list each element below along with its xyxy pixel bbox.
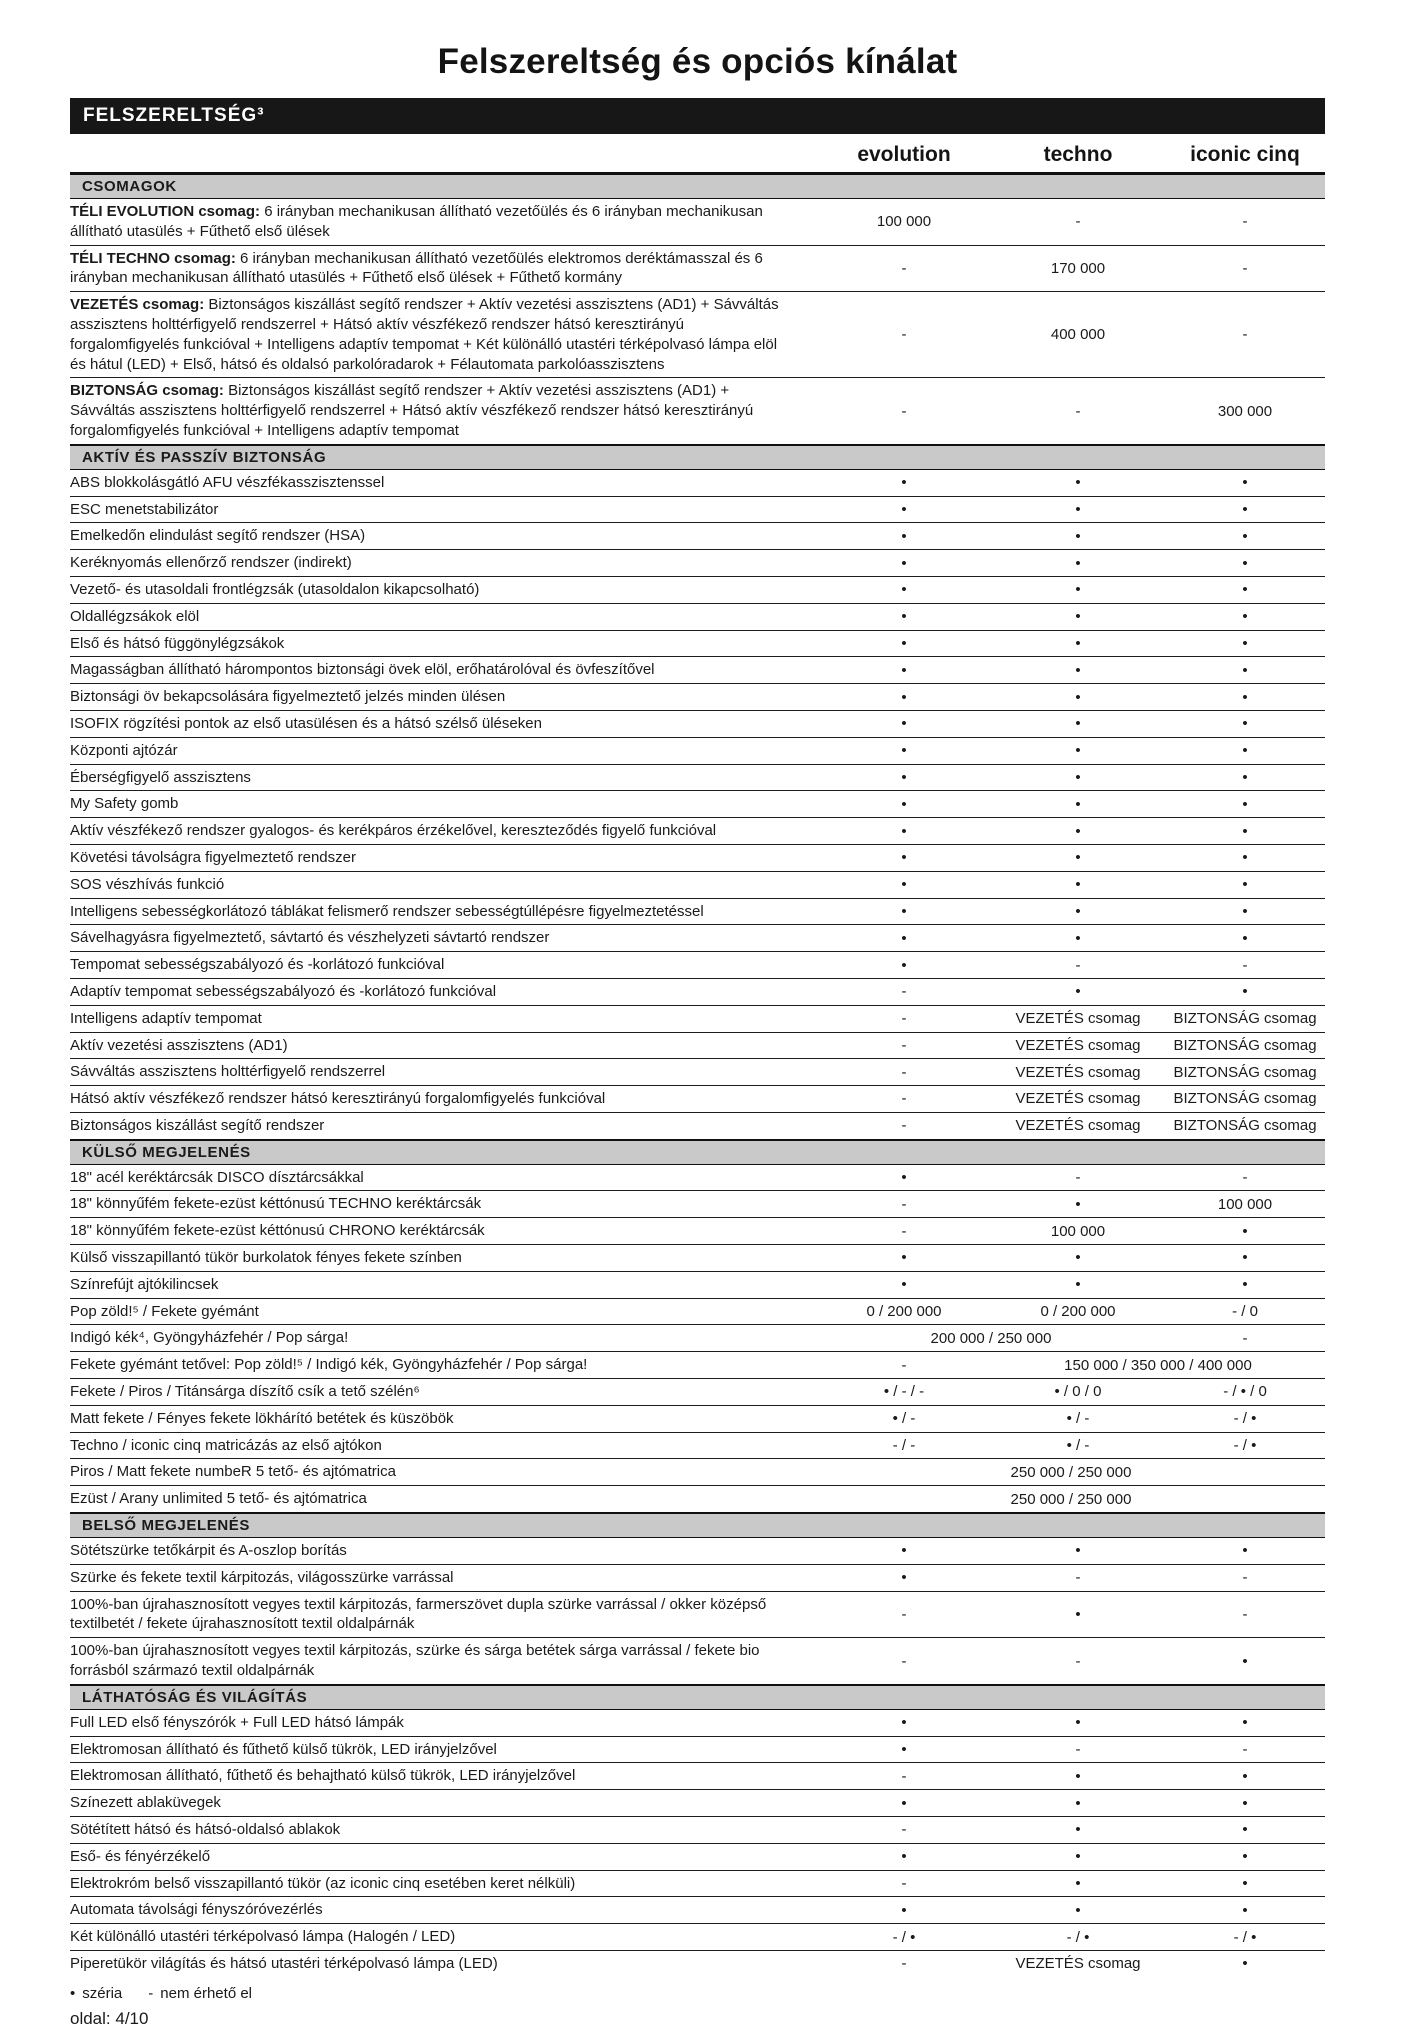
table-row: [70, 1032, 1325, 1059]
row-label: SOS vészhívás funkció: [70, 875, 225, 893]
row-label: Éberségfigyelő asszisztens: [70, 768, 251, 786]
cell-techno: •: [1075, 1794, 1081, 1812]
page-number: oldal: 4/10: [70, 2008, 149, 2028]
cell-iconic-cinq: •: [1242, 1222, 1248, 1240]
cell-evolution: -: [901, 1821, 907, 1839]
row-label: Fekete / Piros / Titánsárga díszítő csík a tető szélén⁶: [70, 1383, 420, 1401]
cell-evolution: -: [901, 1767, 907, 1785]
cell-techno: •: [1075, 768, 1081, 786]
table-row: [70, 1271, 1325, 1298]
row-label: Magasságban állítható hárompontos biztonsági övek elöl, erőhatárolóval és övfeszítővel: [70, 661, 655, 679]
cell-iconic-cinq: - / • / 0: [1223, 1383, 1267, 1401]
table-row: [70, 522, 1325, 549]
cell-techno: •: [1075, 876, 1081, 894]
row-label: BIZTONSÁG csomag: Biztonságos kiszállást segítő rendszer + Aktív vezetési asszisztens (AD1) + Sávváltás asszisztens holttérfigyelő rendszerrel + Hátsó aktív vészfékező rendszer hátsó keresztirányú forgalomfigyelés funkcióval + Intelligens adaptív tempomat: [70, 382, 754, 439]
row-label: Intelligens sebességkorlátozó táblákat felismerő rendszer sebességtúllépésre figyelmeztetéssel: [70, 902, 704, 920]
column-header-evolution: evolution: [857, 143, 951, 166]
table-row: [70, 817, 1325, 844]
cell-iconic-cinq: - / •: [1233, 1437, 1257, 1455]
row-label: Keréknyomás ellenőrző rendszer (indirekt): [70, 554, 352, 572]
cell-techno: -: [1075, 1569, 1081, 1587]
table-row: [70, 871, 1325, 898]
cell-techno: •: [1075, 715, 1081, 733]
table-row: [70, 1058, 1325, 1085]
row-label: Intelligens adaptív tempomat: [70, 1009, 262, 1027]
table-row: [70, 549, 1325, 576]
cell-iconic-cinq: -: [1242, 956, 1248, 974]
cell-iconic-cinq: •: [1242, 1955, 1248, 1973]
row-label: ISOFIX rögzítési pontok az első utasülésen és a hátsó szélső üléseken: [70, 714, 542, 732]
cell-iconic-cinq: •: [1242, 1821, 1248, 1839]
table-row: [70, 1950, 1325, 1977]
cell-evolution: -: [901, 1036, 907, 1054]
cell-evolution: -: [901, 1195, 907, 1213]
section-header-0: CSOMAGOK: [70, 175, 1325, 199]
cell-iconic-cinq: •: [1242, 795, 1248, 813]
table-row: [70, 1896, 1325, 1923]
cell-evolution: -: [901, 1356, 907, 1374]
cell-techno: •: [1075, 1249, 1081, 1267]
row-label: Indigó kék⁴, Gyöngyházfehér / Pop sárga!: [70, 1329, 349, 1347]
column-header-row: [70, 134, 1325, 175]
cell-iconic-cinq: •: [1242, 1794, 1248, 1812]
legend: [70, 1985, 1325, 2002]
cell-iconic-cinq: •: [1242, 983, 1248, 1001]
cell-techno: -: [1075, 1169, 1081, 1187]
cell-techno: • / -: [1066, 1410, 1090, 1428]
table-row: [70, 630, 1325, 657]
cell-iconic-cinq: •: [1242, 1901, 1248, 1919]
table-row: [70, 576, 1325, 603]
cell-evolution: •: [901, 554, 907, 572]
row-label: Piperetükör világítás és hátsó utastéri térképolvasó lámpa (LED): [70, 1955, 498, 1972]
cell-evolution: •: [901, 1848, 907, 1866]
cell-iconic-cinq: -: [1242, 1169, 1248, 1187]
table-row: [70, 737, 1325, 764]
cell-evolution: •: [901, 795, 907, 813]
table-row: [70, 1485, 1325, 1512]
row-label: 100%-ban újrahasznosított vegyes textil kárpitozás, szürke és sárga betétek sárga varrással / fekete bio forrásból származó textil oldalpárnák: [70, 1642, 760, 1680]
cell-evolution: -: [901, 1955, 907, 1973]
row-label: Matt fekete / Fényes fekete lökhárító betétek és küszöbök: [70, 1409, 454, 1427]
cell-iconic-cinq: •: [1242, 768, 1248, 786]
row-label: TÉLI TECHNO csomag: 6 irányban mechanikusan állítható vezetőülés elektromos deréktámasszal és 6 irányban mechanikusan állítható utasülés + Fűthető első ülések + Fűthető kormány: [70, 249, 763, 287]
table-row: [70, 199, 1325, 245]
cell-evolution: •: [901, 527, 907, 545]
table-row: [70, 470, 1325, 496]
cell-evolution: 100 000: [876, 213, 932, 231]
table-row: [70, 1190, 1325, 1217]
cell-evolution: •: [901, 715, 907, 733]
cell-iconic-cinq: -: [1242, 326, 1248, 344]
row-label: VEZETÉS csomag: Biztonságos kiszállást segítő rendszer + Aktív vezetési asszisztens (AD1) + Sávváltás asszisztens holttérfigyelő rendszerrel + Hátsó aktív vészfékező rendszer hátsó keresztirányú forgalomfigyelés funkcióval + Intelligens adaptív tempomat + Két különálló utastéri térképolvasó lámpa elöl és hátul (LED) + Első, hátsó és oldalsó parkolóradarok + Félautomata parkolóasszisztens: [70, 296, 779, 373]
section-header-1: AKTÍV ÉS PASSZÍV BIZTONSÁG: [70, 444, 1325, 470]
table-row: [70, 1564, 1325, 1591]
cell-evolution: -: [901, 259, 907, 277]
cell-evolution: •: [901, 956, 907, 974]
table-row: [70, 245, 1325, 292]
table-row: [70, 1165, 1325, 1191]
table-row: [70, 1762, 1325, 1789]
table-row: [70, 1351, 1325, 1378]
row-label: Első és hátsó függönylégzsákok: [70, 634, 285, 652]
row-label: ESC menetstabilizátor: [70, 500, 219, 518]
cell-techno: 400 000: [1050, 326, 1106, 344]
cell-iconic-cinq: -: [1242, 1741, 1248, 1759]
cell-iconic-cinq: •: [1242, 527, 1248, 545]
page-title: Felszereltség és opciós kínálat: [437, 42, 958, 81]
cell-techno: •: [1075, 849, 1081, 867]
cell-iconic-cinq: •: [1242, 1875, 1248, 1892]
cell-iconic-cinq: - / •: [1233, 1928, 1257, 1946]
table-row: [70, 951, 1325, 978]
equipment-table: [70, 175, 1325, 1977]
band-title: FELSZERELTSÉG³: [83, 105, 265, 126]
table-row: [70, 1710, 1325, 1736]
cell-techno: 100 000: [1050, 1222, 1106, 1240]
cell-techno: -: [1075, 1652, 1081, 1670]
row-label: Tempomat sebességszabályozó és -korlátozó funkcióval: [70, 956, 445, 974]
table-row: [70, 1870, 1325, 1897]
cell-evolution: -: [901, 983, 907, 1001]
table-row: [70, 1432, 1325, 1459]
cell-techno: • / 0 / 0: [1054, 1383, 1102, 1401]
table-row: [70, 1005, 1325, 1032]
cell-evolution: 250 000 / 250 000: [1010, 1490, 1132, 1508]
cell-evolution: •: [901, 500, 907, 518]
table-row: [70, 1538, 1325, 1564]
cell-evolution: •: [901, 634, 907, 652]
row-label: Hátsó aktív vészfékező rendszer hátsó keresztirányú forgalomfigyelés funkcióval: [70, 1090, 606, 1108]
cell-techno: •: [1075, 688, 1081, 706]
cell-evolution: -: [901, 326, 907, 344]
cell-evolution: -: [901, 1117, 907, 1135]
row-label: Sávelhagyásra figyelmeztető, sávtartó és vészhelyzeti sávtartó rendszer: [70, 929, 550, 947]
table-row: [70, 1244, 1325, 1271]
cell-techno: VEZETÉS csomag: [1015, 1036, 1141, 1054]
cell-evolution: -: [901, 1090, 907, 1108]
cell-iconic-cinq: •: [1242, 1848, 1248, 1866]
row-label: Full LED első fényszórók + Full LED hátsó lámpák: [70, 1713, 404, 1731]
cell-evolution: •: [901, 876, 907, 894]
section-header-3: BELSŐ MEGJELENÉS: [70, 1512, 1325, 1538]
legend-bullet-label: széria: [82, 1984, 123, 2002]
cell-evolution: •: [901, 902, 907, 920]
cell-iconic-cinq: -: [1242, 1569, 1248, 1587]
row-label: Szürke és fekete textil kárpitozás, világosszürke varrással: [70, 1568, 454, 1586]
row-label: Sávváltás asszisztens holttérfigyelő rendszerrel: [70, 1063, 386, 1081]
row-label: Elektrokróm belső visszapillantó tükör (az iconic cinq esetében keret nélküli): [70, 1874, 576, 1892]
cell-techno: •: [1075, 1195, 1081, 1213]
table-row: [70, 1085, 1325, 1112]
cell-iconic-cinq: •: [1242, 634, 1248, 652]
cell-iconic-cinq: BIZTONSÁG csomag: [1173, 1063, 1317, 1081]
table-row: [70, 683, 1325, 710]
cell-iconic-cinq: •: [1242, 474, 1248, 492]
cell-iconic-cinq: •: [1242, 581, 1248, 599]
cell-evolution: •: [901, 1169, 907, 1187]
cell-evolution: - / •: [892, 1928, 916, 1946]
cell-iconic-cinq: •: [1242, 554, 1248, 572]
table-row: [70, 898, 1325, 925]
table-row: [70, 978, 1325, 1005]
cell-evolution: -: [901, 402, 907, 420]
row-label: Adaptív tempomat sebességszabályozó és -korlátozó funkcióval: [70, 982, 497, 1000]
cell-iconic-cinq: BIZTONSÁG csomag: [1173, 1117, 1317, 1135]
cell-iconic-cinq: •: [1242, 715, 1248, 733]
cell-iconic-cinq: •: [1242, 500, 1248, 518]
cell-iconic-cinq: -: [1242, 1605, 1248, 1623]
cell-techno: VEZETÉS csomag: [1015, 1955, 1141, 1973]
table-row: [70, 710, 1325, 737]
cell-evolution: •: [901, 581, 907, 599]
cell-evolution: •: [901, 929, 907, 947]
row-label: TÉLI EVOLUTION csomag: 6 irányban mechanikusan állítható vezetőülés és 6 irányban mechanikusan állítható utasülés + Fűthető első ülések: [70, 203, 763, 240]
cell-techno: -: [1075, 402, 1081, 420]
cell-iconic-cinq: BIZTONSÁG csomag: [1173, 1010, 1317, 1028]
row-label: Két különálló utastéri térképolvasó lámpa (Halogén / LED): [70, 1928, 456, 1946]
cell-evolution: •: [901, 1542, 907, 1560]
row-label: Vezető- és utasoldali frontlégzsák (utasoldalon kikapcsolható): [70, 580, 480, 598]
table-row: [70, 377, 1325, 443]
row-label: Követési távolságra figyelmeztető rendszer: [70, 848, 356, 866]
row-label: Biztonsági öv bekapcsolására figyelmeztető jelzés minden ülésen: [70, 688, 506, 706]
cell-iconic-cinq: •: [1242, 742, 1248, 760]
row-label: Biztonságos kiszállást segítő rendszer: [70, 1116, 325, 1134]
cell-iconic-cinq: 300 000: [1217, 402, 1273, 420]
cell-evolution: •: [901, 1714, 907, 1732]
cell-techno: •: [1075, 527, 1081, 545]
cell-iconic-cinq: •: [1242, 688, 1248, 706]
cell-evolution: -: [901, 1652, 907, 1670]
table-row: [70, 1816, 1325, 1843]
table-row: [70, 1789, 1325, 1816]
cell-techno: •: [1075, 1875, 1081, 1892]
cell-evolution: •: [901, 1569, 907, 1587]
row-label: Automata távolsági fényszóróvezérlés: [70, 1901, 323, 1919]
cell-techno: •: [1075, 1542, 1081, 1560]
row-label: Sötétszürke tetőkárpit és A-oszlop borítás: [70, 1542, 347, 1560]
cell-evolution: -: [901, 1875, 907, 1892]
cell-iconic-cinq: •: [1242, 902, 1248, 920]
cell-iconic-cinq: -: [1242, 259, 1248, 277]
row-label: 18" könnyűfém fekete-ezüst kéttónusú TECHNO keréktárcsák: [70, 1195, 482, 1213]
cell-iconic-cinq: •: [1242, 849, 1248, 867]
cell-iconic-cinq: -: [1242, 1329, 1248, 1347]
cell-techno: •: [1075, 929, 1081, 947]
row-label: Aktív vészfékező rendszer gyalogos- és kerékpáros érzékelővel, kereszteződés figyelő funkcióval: [70, 822, 717, 840]
cell-techno: 170 000: [1050, 259, 1106, 277]
cell-evolution: •: [901, 849, 907, 867]
cell-evolution: -: [901, 1222, 907, 1240]
row-label: 100%-ban újrahasznosított vegyes textil kárpitozás, farmerszövet dupla szürke varrással / okker középső textilbetét / fekete újrahasznosított textil oldalpárnák: [70, 1595, 767, 1633]
cell-techno: •: [1075, 983, 1081, 1001]
row-label: Techno / iconic cinq matricázás az első ajtókon: [70, 1436, 382, 1454]
cell-evolution: 0 / 200 000: [866, 1303, 942, 1321]
cell-iconic-cinq: •: [1242, 1767, 1248, 1785]
legend-dash-symbol: -: [148, 1984, 154, 2002]
cell-iconic-cinq: - / 0: [1232, 1303, 1258, 1321]
cell-techno: -: [1075, 956, 1081, 974]
cell-techno: VEZETÉS csomag: [1015, 1010, 1141, 1028]
table-row: [70, 1591, 1325, 1638]
cell-techno: •: [1075, 822, 1081, 840]
cell-evolution: •: [901, 1249, 907, 1267]
cell-iconic-cinq: •: [1242, 1542, 1248, 1560]
felszereltseg-band: [70, 98, 1325, 134]
cell-evolution: -: [901, 1605, 907, 1623]
table-row: [70, 656, 1325, 683]
row-label: Külső visszapillantó tükör burkolatok fényes fekete színben: [70, 1249, 462, 1267]
row-label: ABS blokkolásgátló AFU vészfékasszisztenssel: [70, 473, 385, 491]
cell-evolution: •: [901, 608, 907, 626]
cell-evolution: • / -: [892, 1410, 916, 1428]
cell-techno: -: [1075, 213, 1081, 231]
cell-evolution: • / - / -: [883, 1383, 925, 1401]
legend-bullet-symbol: •: [70, 1984, 76, 2002]
row-label: Fekete gyémánt tetővel: Pop zöld!⁵ / Indigó kék, Gyöngyházfehér / Pop sárga!: [70, 1356, 588, 1374]
table-row: [70, 1217, 1325, 1244]
column-header-techno: techno: [1043, 143, 1113, 166]
cell-evolution: •: [901, 1276, 907, 1294]
cell-techno: •: [1075, 500, 1081, 518]
cell-techno: VEZETÉS csomag: [1015, 1063, 1141, 1081]
table-row: [70, 1378, 1325, 1405]
table-row: [70, 1458, 1325, 1485]
row-label: 18" acél keréktárcsák DISCO dísztárcsákkal: [70, 1168, 364, 1186]
cell-evolution: •: [901, 822, 907, 840]
cell-techno: •: [1075, 1848, 1081, 1866]
cell-techno: •: [1075, 634, 1081, 652]
row-label: 18" könnyűfém fekete-ezüst kéttónusú CHRONO keréktárcsák: [70, 1222, 485, 1240]
cell-iconic-cinq: •: [1242, 929, 1248, 947]
row-label: Színrefújt ajtókilincsek: [70, 1275, 219, 1293]
row-label: Aktív vezetési asszisztens (AD1): [70, 1036, 288, 1054]
cell-iconic-cinq: •: [1242, 661, 1248, 679]
section-header-4: LÁTHATÓSÁG ÉS VILÁGÍTÁS: [70, 1684, 1325, 1710]
row-label: Színezett ablaküvegek: [70, 1794, 221, 1812]
table-row: [70, 1298, 1325, 1325]
cell-iconic-cinq: •: [1242, 1652, 1248, 1670]
row-label: Eső- és fényérzékelő: [70, 1847, 211, 1865]
row-label: My Safety gomb: [70, 795, 179, 813]
cell-iconic-cinq: BIZTONSÁG csomag: [1173, 1036, 1317, 1054]
table-row: [70, 1923, 1325, 1950]
cell-techno: - / •: [1066, 1928, 1090, 1946]
cell-techno: •: [1075, 902, 1081, 920]
cell-evolution: •: [901, 768, 907, 786]
table-row: [70, 1324, 1325, 1351]
cell-techno: 0 / 200 000: [1040, 1303, 1116, 1321]
cell-iconic-cinq: 100 000: [1217, 1195, 1273, 1213]
row-label: Emelkedőn elindulást segítő rendszer (HSA): [70, 527, 366, 545]
cell-evolution: •: [901, 474, 907, 492]
cell-iconic-cinq: •: [1242, 608, 1248, 626]
column-header-iconic-cinq: iconic cinq: [1190, 143, 1300, 166]
cell-evolution: -: [901, 1063, 907, 1081]
cell-iconic-cinq: •: [1242, 1249, 1248, 1267]
cell-techno: •: [1075, 795, 1081, 813]
cell-iconic-cinq: •: [1242, 876, 1248, 894]
legend-dash-label: nem érhető el: [160, 1984, 253, 2002]
cell-techno: •: [1075, 608, 1081, 626]
cell-evolution: •: [901, 688, 907, 706]
section-header-2: KÜLSŐ MEGJELENÉS: [70, 1139, 1325, 1165]
table-row: [70, 764, 1325, 791]
row-label: Piros / Matt fekete numbeR 5 tető- és ajtómatrica: [70, 1463, 396, 1481]
cell-techno: •: [1075, 742, 1081, 760]
table-row: [70, 790, 1325, 817]
cell-techno: -: [1075, 1741, 1081, 1759]
cell-techno: VEZETÉS csomag: [1015, 1090, 1141, 1108]
table-row: [70, 1405, 1325, 1432]
cell-techno: •: [1075, 1901, 1081, 1919]
row-label: Ezüst / Arany unlimited 5 tető- és ajtómatrica: [70, 1490, 367, 1508]
table-row: [70, 1112, 1325, 1139]
table-row: [70, 924, 1325, 951]
row-label: Központi ajtózár: [70, 741, 178, 759]
cell-techno: VEZETÉS csomag: [1015, 1117, 1141, 1135]
cell-techno: •: [1075, 1714, 1081, 1732]
cell-techno: •: [1075, 1767, 1081, 1785]
cell-techno: •: [1075, 554, 1081, 572]
cell-evolution: - / -: [892, 1437, 916, 1455]
cell-evolution: 250 000 / 250 000: [1010, 1463, 1132, 1481]
cell-evolution: 200 000 / 250 000: [930, 1329, 1052, 1347]
cell-techno: •: [1075, 1821, 1081, 1839]
table-row: [70, 1637, 1325, 1684]
cell-evolution: -: [901, 1010, 907, 1028]
cell-evolution: •: [901, 1741, 907, 1759]
row-label: Sötétített hátsó és hátsó-oldalsó ablakok: [70, 1821, 341, 1839]
cell-techno: •: [1075, 661, 1081, 679]
cell-techno: • / -: [1066, 1437, 1090, 1455]
row-label: Pop zöld!⁵ / Fekete gyémánt: [70, 1302, 259, 1320]
table-row: [70, 291, 1325, 377]
cell-evolution: •: [901, 1794, 907, 1812]
cell-iconic-cinq: •: [1242, 822, 1248, 840]
cell-techno: •: [1075, 1605, 1081, 1623]
cell-evolution: •: [901, 742, 907, 760]
cell-techno: 150 000 / 350 000 / 400 000: [1064, 1356, 1252, 1374]
cell-techno: •: [1075, 581, 1081, 599]
cell-iconic-cinq: - / •: [1233, 1410, 1257, 1428]
table-row: [70, 844, 1325, 871]
cell-iconic-cinq: -: [1242, 213, 1248, 231]
table-row: [70, 496, 1325, 523]
cell-iconic-cinq: •: [1242, 1276, 1248, 1294]
table-row: [70, 1736, 1325, 1763]
table-row: [70, 1843, 1325, 1870]
cell-evolution: •: [901, 1901, 907, 1919]
table-row: [70, 603, 1325, 630]
cell-iconic-cinq: •: [1242, 1714, 1248, 1732]
cell-techno: •: [1075, 474, 1081, 492]
row-label: Elektromosan állítható, fűthető és behajtható külső tükrök, LED irányjelzővel: [70, 1767, 576, 1785]
cell-iconic-cinq: BIZTONSÁG csomag: [1173, 1090, 1317, 1108]
cell-evolution: •: [901, 661, 907, 679]
row-label: Oldallégzsákok elöl: [70, 607, 200, 625]
row-label: Elektromosan állítható és fűthető külső tükrök, LED irányjelzővel: [70, 1740, 497, 1758]
cell-techno: •: [1075, 1276, 1081, 1294]
